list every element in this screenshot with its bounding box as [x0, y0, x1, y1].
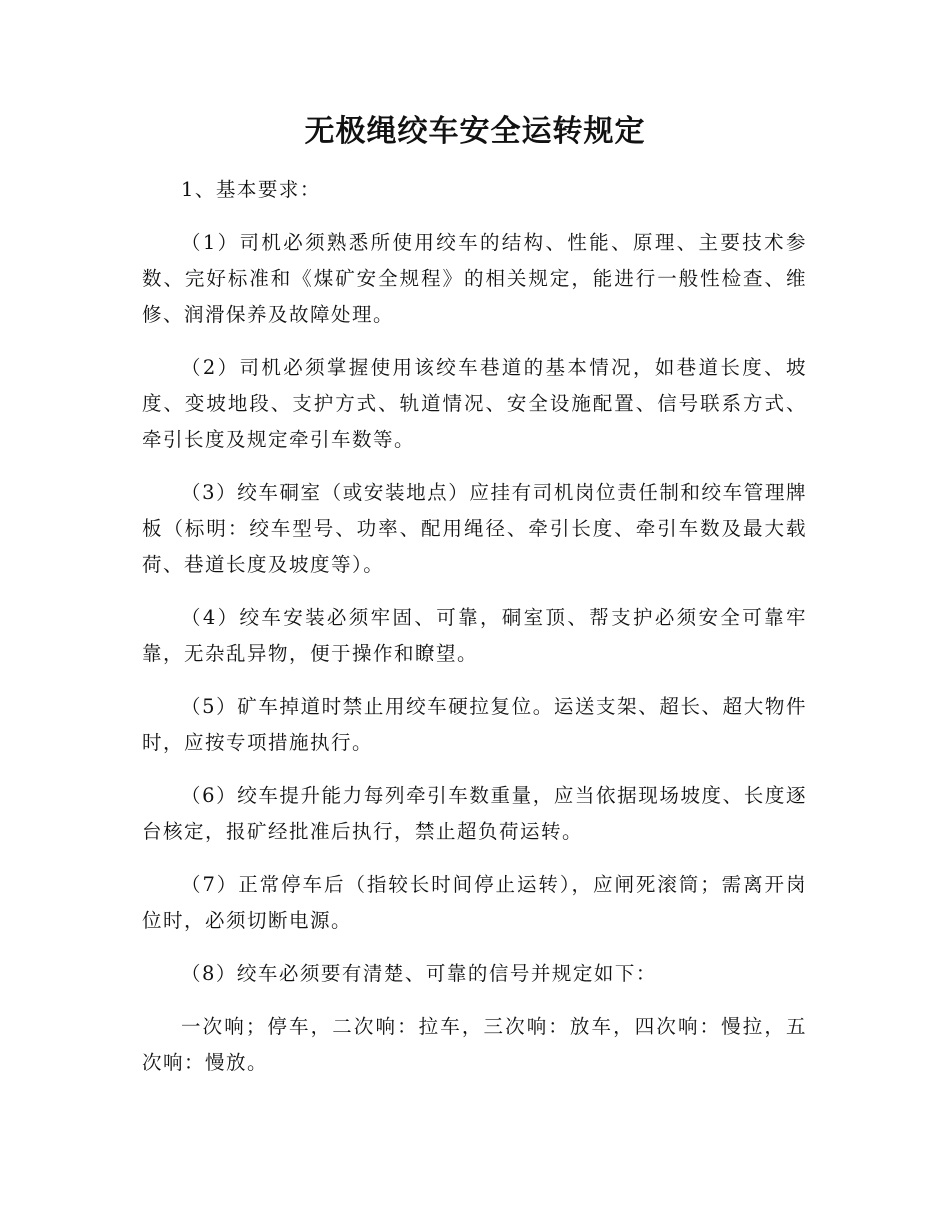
- paragraph-4: （4）绞车安装必须牢固、可靠，硐室顶、帮支护必须安全可靠牢靠，无杂乱异物，便于操作和瞭望。: [142, 606, 807, 665]
- document-body: [142, 172, 807, 1081]
- document-title: 无极绳绞车安全运转规定: [304, 114, 646, 149]
- paragraph-1: （1）司机必须熟悉所使用绞车的结构、性能、原理、主要技术参数、完好标准和《煤矿安全规程》的相关规定，能进行一般性检查、维修、润滑保养及故障处理。: [142, 231, 807, 326]
- paragraph-5: （5）矿车掉道时禁止用绞车硬拉复位。运送支架、超长、超大物件时，应按专项措施执行。: [142, 695, 807, 754]
- paragraph-3: （3）绞车硐室（或安装地点）应挂有司机岗位责任制和绞车管理牌板（标明：绞车型号、功率、配用绳径、牵引长度、牵引车数及最大载荷、巷道长度及坡度等）。: [142, 481, 807, 576]
- signal-rules: 一次响；停车，二次响：拉车，三次响：放车，四次响：慢拉，五次响：慢放。: [142, 1015, 807, 1074]
- paragraph-6: （6）绞车提升能力每列牵引车数重量，应当依据现场坡度、长度逐台核定，报矿经批准后执行，禁止超负荷运转。: [142, 784, 807, 843]
- paragraph-8: （8）绞车必须要有清楚、可靠的信号并规定如下：: [181, 962, 657, 985]
- paragraph-7: （7）正常停车后（指较长时间停止运转），应闸死滚筒；需离开岗位时，必须切断电源。: [142, 873, 807, 932]
- section-heading: 1、基本要求：: [181, 178, 321, 201]
- paragraph-2: （2）司机必须掌握使用该绞车巷道的基本情况，如巷道长度、坡度、变坡地段、支护方式、轨道情况、安全设施配置、信号联系方式、牵引长度及规定牵引车数等。: [142, 356, 807, 451]
